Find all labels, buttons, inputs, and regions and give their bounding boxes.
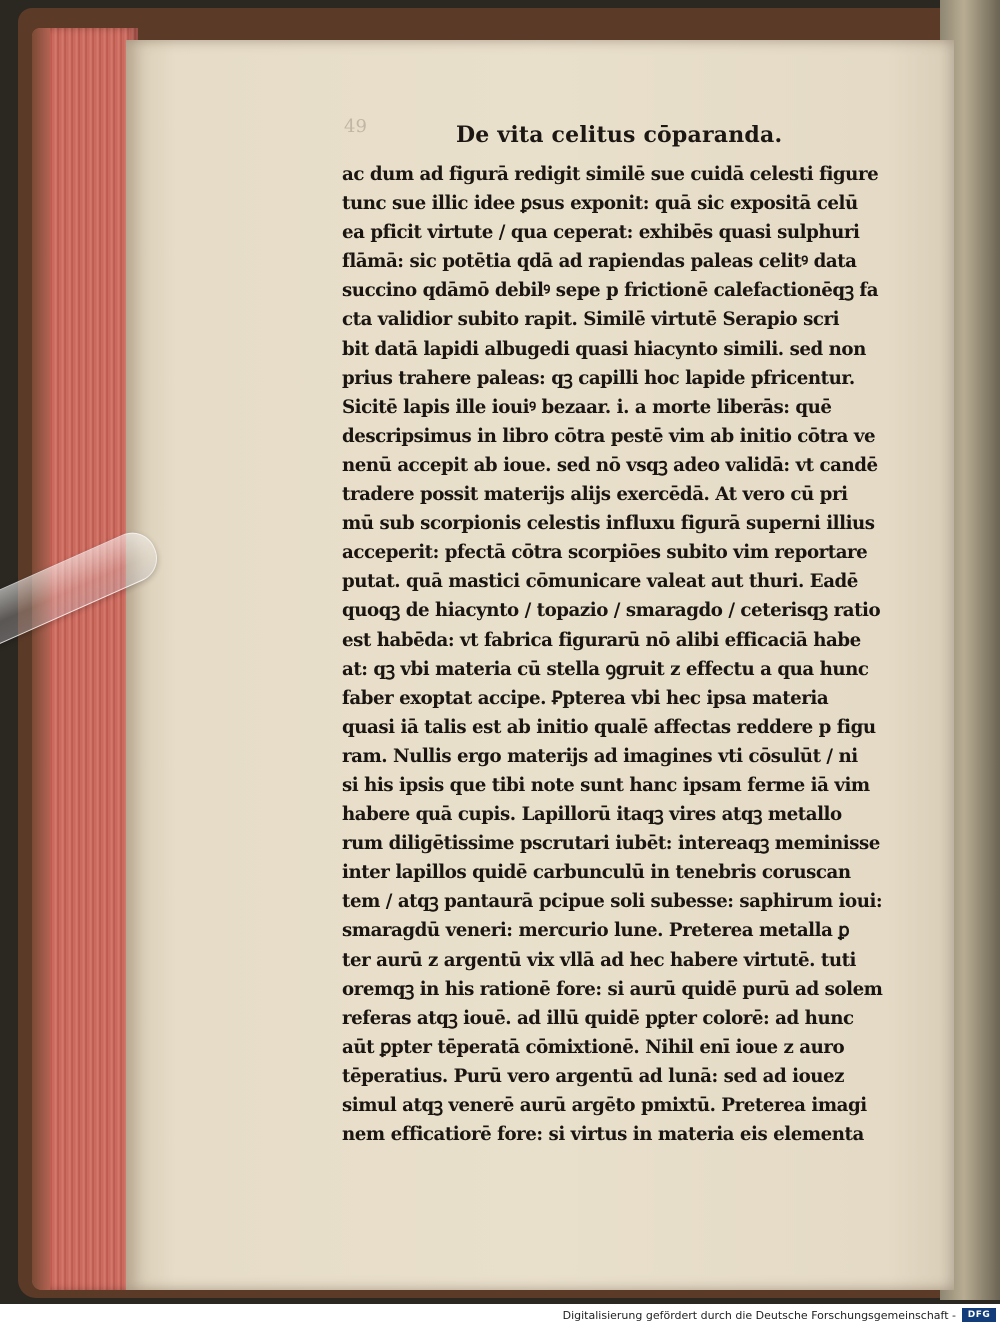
text-line: smaragdū veneri: mercurio lune. Preterea metalla ꝑ <box>342 920 850 942</box>
text-line: habere quā cupis. Lapillorū itaqꝫ vires atqꝫ metallo <box>342 804 842 826</box>
text-line: nem efficatiorē fore: si virtus in materia eis elementa <box>342 1124 864 1146</box>
text-line: oremqꝫ in his rationē fore: si aurū quidē purū ad solem <box>342 978 883 1000</box>
text-line: tem / atqꝫ pantaurā pcipue soli subesse: saphirum ioui: <box>342 891 883 913</box>
text-line: simul atqꝫ venerē aurū argēto pmixtū. Preterea imagi <box>342 1095 867 1116</box>
text-line: tradere possit materijs alijs exercēdā. At vero cū pri <box>342 484 848 506</box>
text-line: aūt ꝑpter tēperatā cōmixtionē. Nihil enī ioue z auro <box>342 1036 845 1058</box>
text-line: quoqꝫ de hiacynto / topazio / smaragdo / ceterisqꝫ ratio <box>342 600 881 622</box>
text-line: at: qꝫ vbi materia cū stella ꝯgruit z effectu a qua hunc <box>342 658 869 680</box>
text-line: putat. quā mastici cōmunicare valeat aut thuri. Eadē <box>342 571 858 593</box>
dfg-logo: DFG <box>962 1308 996 1322</box>
page-edges <box>32 28 138 1290</box>
text-line: Sicitē lapis ille iouiꝰ bezaar. i. a morte liberās: quē <box>342 396 832 418</box>
text-line: ea pficit virtute / qua ceperat: exhibēs quasi sulphuri <box>342 222 860 244</box>
running-head: De vita celitus cōparanda. <box>456 122 783 148</box>
text-line: rum diligētissime pscrutari iubēt: intereaqꝫ meminisse <box>342 833 880 855</box>
text-line: ter aurū z argentū vix vllā ad hec habere virtutē. tuti <box>342 949 857 971</box>
text-line: nenū accepit ab ioue. sed nō vsqꝫ adeo validā: vt candē <box>342 454 878 476</box>
footer-credit: Digitalisierung gefördert durch die Deutsche Forschungsgemeinschaft - <box>562 1309 956 1322</box>
text-line: inter lapillos quidē carbunculū in tenebris coruscan <box>342 862 851 884</box>
text-line: descripsimus in libro cōtra pestē vim ab initio cōtra ve <box>342 425 876 447</box>
text-line: referas atqꝫ iouē. ad illū quidē pꝑter colorē: ad hunc <box>342 1007 854 1029</box>
faint-folio-number: 49 <box>344 116 367 137</box>
text-line: si his ipsis que tibi note sunt hanc ipsam ferme iā vim <box>342 774 870 796</box>
text-line: est habēda: vt fabrica figurarū nō alibi efficaciā habe <box>342 629 861 651</box>
text-line: ram. Nullis ergo materijs ad imagines vti cōsulūt / ni <box>342 745 858 767</box>
text-line: tunc sue illic idee ꝑsus exponit: quā sic expositā celū <box>342 193 858 215</box>
text-line: ac dum ad figurā redigit similē sue cuidā celesti figure <box>342 164 879 185</box>
text-line: flāmā: sic potētia qdā ad rapiendas paleas celitꝰ data <box>342 251 857 273</box>
text-line: faber exoptat accipe. Ꝑpterea vbi hec ipsa materia <box>342 687 829 709</box>
text-line: cta validior subito rapit. Similē virtutē Serapio scri <box>342 309 840 331</box>
text-line: mū sub scorpionis celestis influxu figurā superni illius <box>342 513 875 535</box>
text-line: tēperatius. Purū vero argentū ad lunā: sed ad iouez <box>342 1065 845 1087</box>
text-line: succino qdāmō debilꝰ sepe p frictionē calefactionēqꝫ fa <box>342 280 879 302</box>
text-line: acceperit: pfectā cōtra scorpiōes subito vim reportare <box>342 542 868 564</box>
text-line: quasi iā talis est ab initio qualē affectas reddere p figu <box>342 716 876 738</box>
text-line: prius trahere paleas: qꝫ capilli hoc lapide pfricentur. <box>342 367 855 389</box>
body-text <box>342 160 908 1149</box>
text-line: bit datā lapidi albugedi quasi hiacynto simili. sed non <box>342 338 866 360</box>
